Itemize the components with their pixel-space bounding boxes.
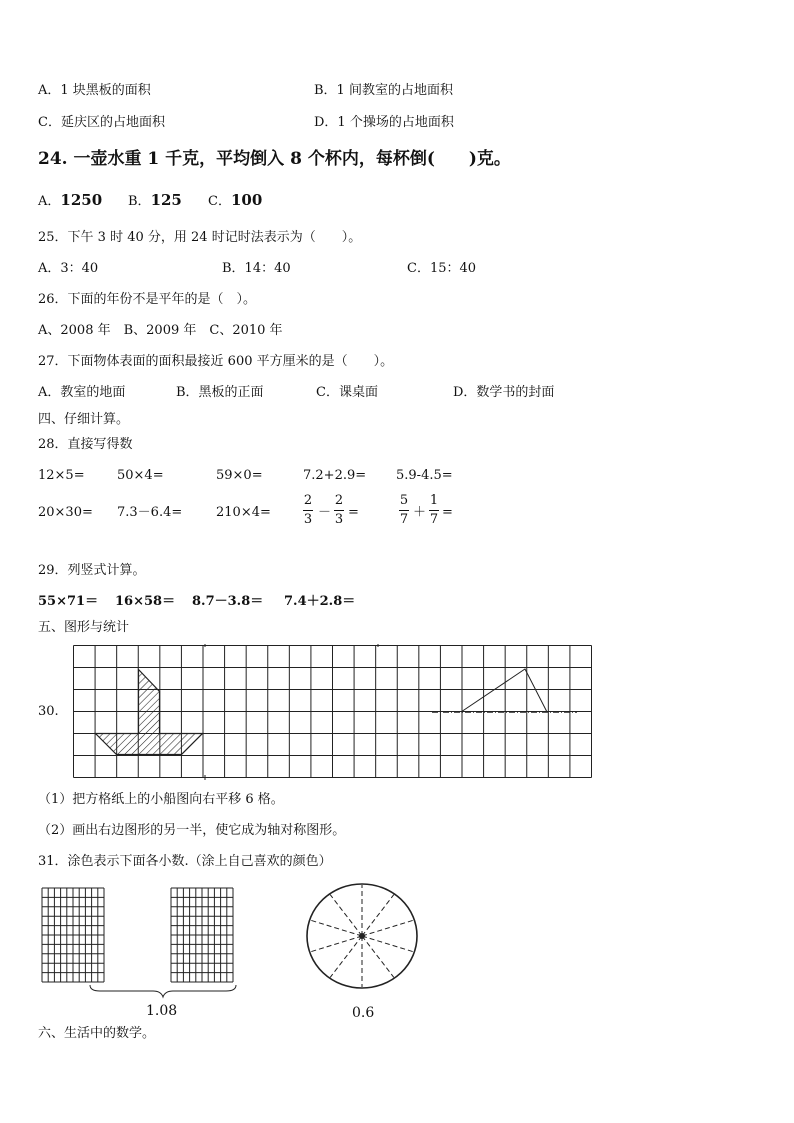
q30-label: 30. xyxy=(38,704,59,719)
q28-item: 50×4= xyxy=(117,468,164,483)
q30-grid-figure xyxy=(72,644,594,780)
q29-item: 8.7－3.8＝ xyxy=(192,594,264,609)
q28-item: 20×30= xyxy=(38,505,93,520)
q24-option-b: B．125 xyxy=(128,191,182,209)
q28-stem: 28．直接写得数 xyxy=(38,437,133,452)
q27-option-a: A．教室的地面 xyxy=(38,385,126,400)
q23-option-a: A．1 块黑板的面积 xyxy=(38,83,151,98)
equals-sign: = xyxy=(348,505,359,520)
brace xyxy=(88,983,238,999)
q27-stem: 27．下面物体表面的面积最接近 600 平方厘米的是（ ）。 xyxy=(38,354,394,369)
q23-option-c: C．延庆区的占地面积 xyxy=(38,115,165,130)
operator: － xyxy=(318,505,332,520)
q23-option-d: D．1 个操场的占地面积 xyxy=(314,115,454,130)
hundred-grid-3 xyxy=(105,887,106,888)
q28-item: 7.2+2.9= xyxy=(303,468,367,483)
circle-divided xyxy=(304,881,420,991)
q29-item: 7.4＋2.8＝ xyxy=(284,594,356,609)
q29-item: 16×58＝ xyxy=(115,594,176,609)
fraction: 2 3 xyxy=(334,493,344,527)
q24-option-c: C．100 xyxy=(208,191,263,209)
section-5-heading: 五、图形与统计 xyxy=(38,620,130,635)
q31-value-2: 0.6 xyxy=(352,1005,375,1021)
q25-option-c: C．15：40 xyxy=(407,261,477,276)
q31-value-1: 1.08 xyxy=(146,1003,178,1019)
q28-item: 7.3－6.4= xyxy=(117,505,183,520)
q28-item: 5.9-4.5= xyxy=(396,468,453,483)
q24-stem: 24. 一壶水重 1 千克，平均倒入 8 个杯内，每杯倒( )克。 xyxy=(38,149,511,169)
q25-option-a: A．3：40 xyxy=(38,261,99,276)
q25-stem: 25．下午 3 时 40 分，用 24 时记时法表示为（ ）。 xyxy=(38,230,362,245)
fraction: 2 3 xyxy=(303,493,313,527)
q27-option-c: C．课桌面 xyxy=(316,385,378,400)
q28-item: 59×0= xyxy=(216,468,263,483)
q23-option-b: B．1 间教室的占地面积 xyxy=(314,83,453,98)
q28-item: 210×4= xyxy=(216,505,271,520)
q26-stem: 26．下面的年份不是平年的是（ ）。 xyxy=(38,292,257,307)
section-6-heading: 六、生活中的数学。 xyxy=(38,1026,156,1041)
fraction: 1 7 xyxy=(429,493,439,527)
operator: ＋ xyxy=(413,505,427,520)
hundred-grid-1 xyxy=(41,887,105,983)
equals-sign: = xyxy=(442,505,453,520)
q28-item: 12×5= xyxy=(38,468,85,483)
hundred-grid-2 xyxy=(170,887,234,983)
q29-stem: 29．列竖式计算。 xyxy=(38,563,146,578)
q27-option-d: D．数学书的封面 xyxy=(453,385,555,400)
q30-sub1: （1）把方格纸上的小船图向右平移 6 格。 xyxy=(38,792,284,807)
q24-option-a: A．1250 xyxy=(38,191,103,209)
q30-sub2: （2）画出右边图形的另一半，使它成为轴对称图形。 xyxy=(38,823,346,838)
q29-item: 55×71＝ xyxy=(38,594,99,609)
q27-option-b: B．黑板的正面 xyxy=(176,385,264,400)
section-4-heading: 四、仔细计算。 xyxy=(38,412,130,427)
q25-option-b: B．14：40 xyxy=(222,261,291,276)
q26-options: A、2008 年 B、2009 年 C、2010 年 xyxy=(38,323,283,338)
q31-stem: 31．涂色表示下面各小数.（涂上自己喜欢的颜色） xyxy=(38,854,332,869)
half-triangle-figure xyxy=(461,669,547,712)
fraction: 5 7 xyxy=(399,493,409,527)
